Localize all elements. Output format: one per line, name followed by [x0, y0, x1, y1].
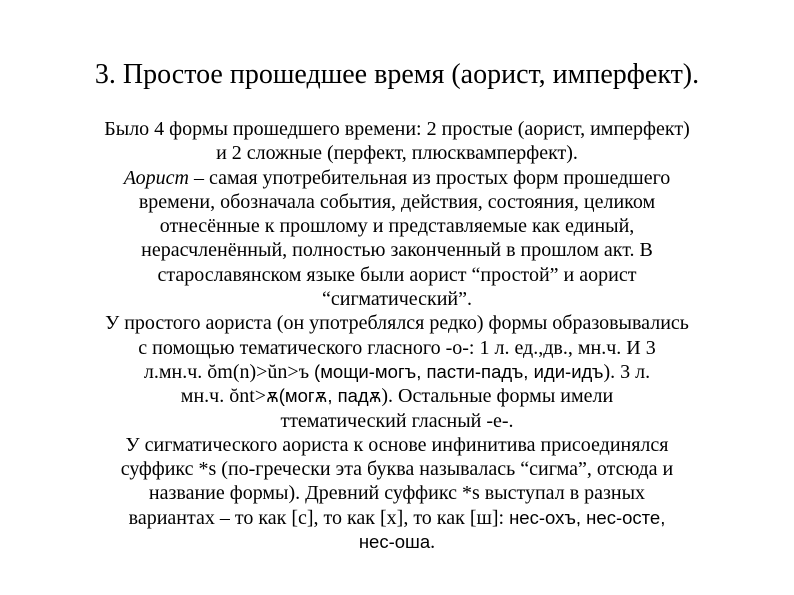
term-aorist: Аорист [123, 166, 189, 189]
text-fragment: мн.ч. ŏnt> [180, 385, 267, 408]
text-line: У сигматического аориста к основе инфинитива присоединялся [125, 433, 669, 456]
example-words: нес-охъ, нес-осте, [509, 506, 666, 528]
text-fragment: ). Остальные формы имели [381, 385, 614, 408]
text-fragment: – самая употребительная из простых форм прошедшего [188, 166, 671, 189]
text-line [30, 384, 764, 408]
text-line: нерасчленённый, полностью законченный в прошлом акт. В [141, 239, 653, 262]
text-line [30, 360, 764, 384]
text-fragment: л.мн.ч. ŏm(n)>ŭn>ъ [143, 360, 315, 383]
text-line: “сигматический”. [321, 288, 473, 311]
text-line: времени, обозначала события, действия, состояния, целиком [138, 190, 656, 213]
text-line: с помощью тематического гласного -о-: 1 л. ед.,дв., мн.ч. И 3 [138, 336, 656, 359]
text-line: и 2 сложные (перфект, плюсквамперфект). [216, 142, 578, 165]
text-line: У простого аориста (он употреблялся редко) формы образовывались [105, 312, 689, 335]
text-line: суффикс *s (по-гречески эта буква называлась “сигма”, отсюда и [120, 458, 674, 481]
text-fragment: вариантах – то как [с], то как [х], то как [ш]: [128, 506, 510, 529]
text-line: старославянском языке были аорист “простой” и аорист [157, 263, 637, 286]
text-line [30, 530, 764, 554]
text-line: Было 4 формы прошедшего времени: 2 простые (аорист, имперфект) [104, 118, 690, 140]
text-fragment: ). 3 л. [603, 360, 651, 383]
text-line: ттематический гласный -е-. [280, 409, 514, 432]
example-words: (мощи-могъ, пасти-падъ, иди-идъ [314, 360, 604, 382]
slide-body [30, 117, 764, 554]
slide-title: 3. Простое прошедшее время (аорист, имперфект). [94, 59, 700, 90]
text-line: название формы). Древний суффикс *s выступал в разных [148, 482, 646, 505]
text-fragment: . [430, 531, 436, 554]
text-line [30, 506, 764, 530]
example-words: нес-оша [358, 531, 431, 553]
text-line: отнесённые к прошлому и представляемые как единый, [159, 215, 635, 238]
text-line [30, 166, 764, 190]
example-words: ѫ(могѫ, падѫ [266, 385, 382, 407]
